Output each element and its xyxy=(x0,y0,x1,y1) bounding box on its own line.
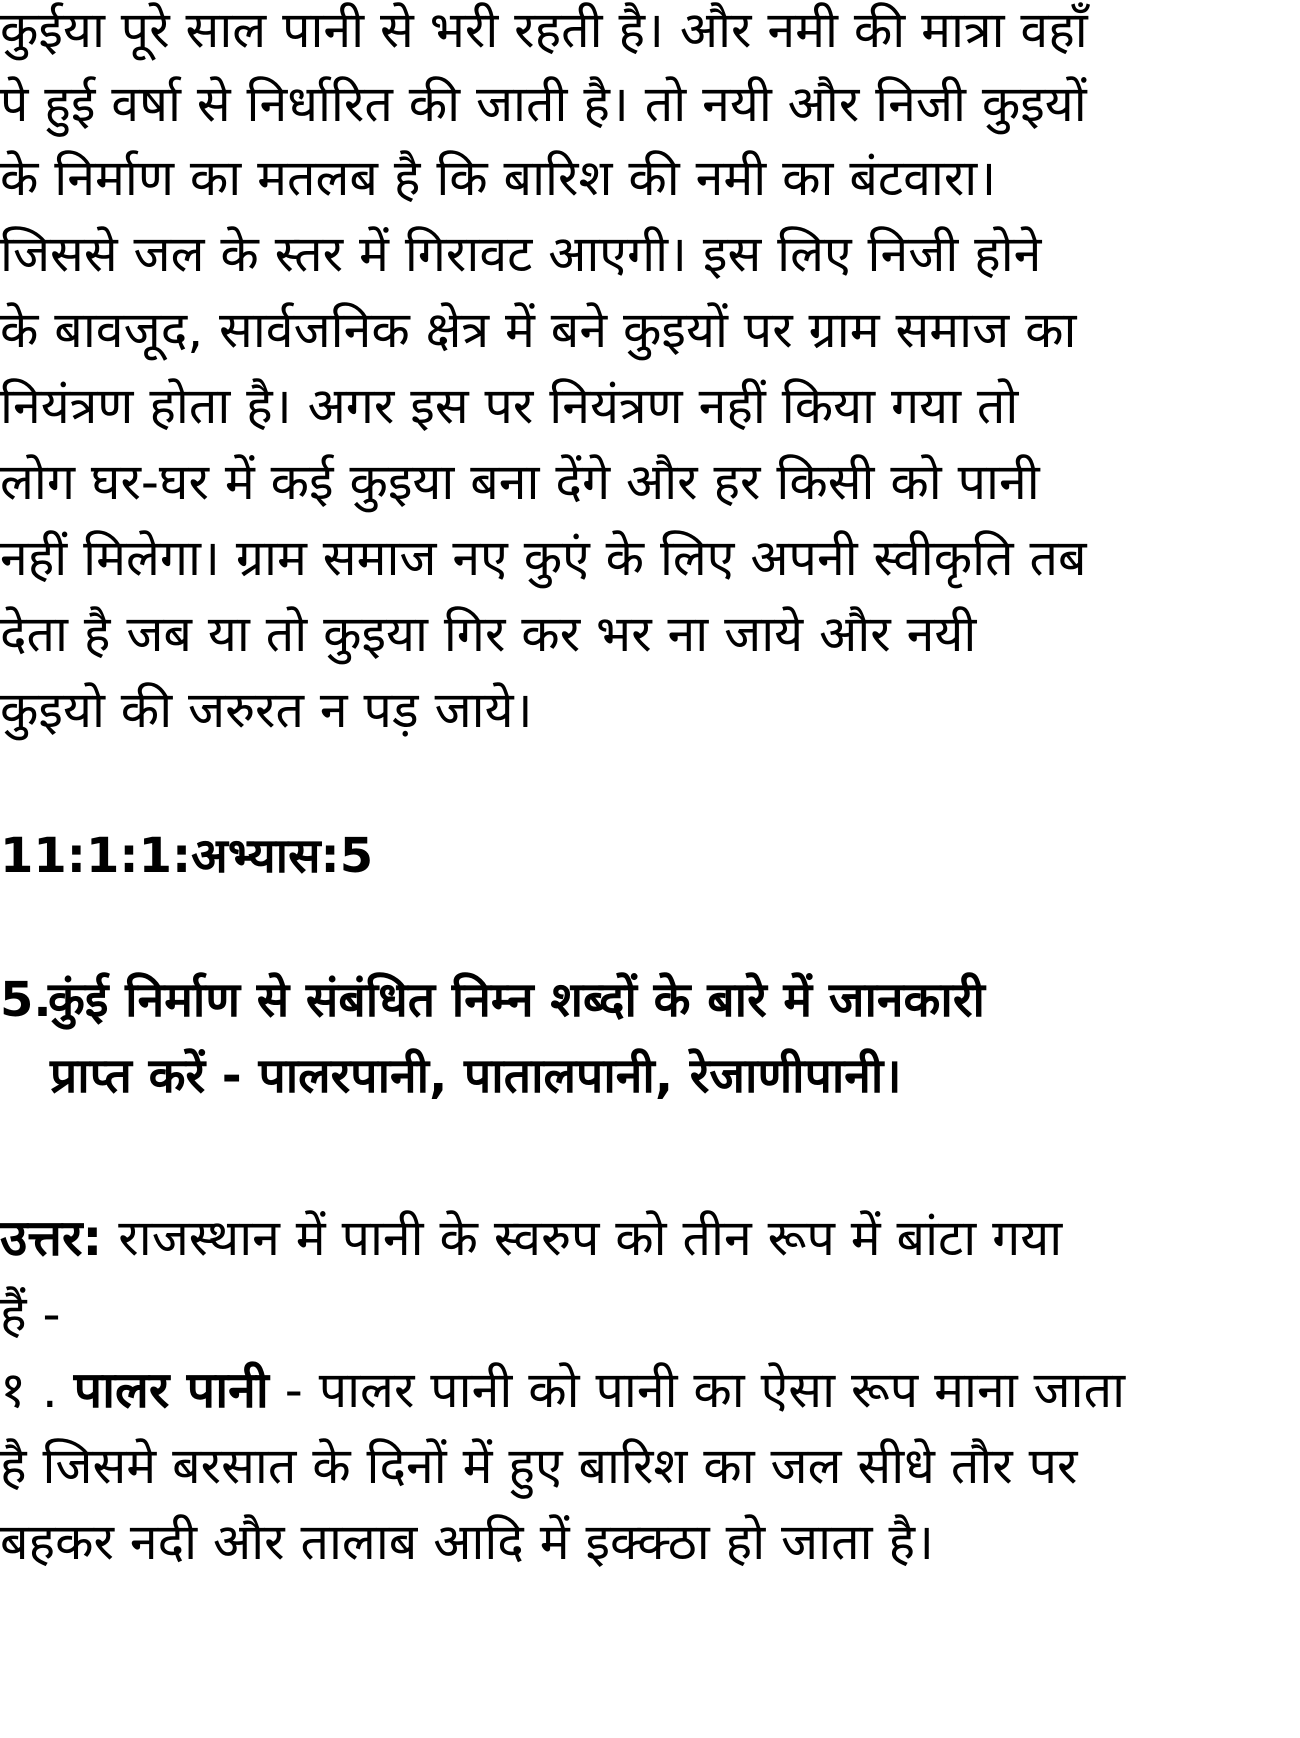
paragraph-line-3: के निर्माण का मतलब है कि बारिश की नमी का बंटवारा। xyxy=(0,149,997,207)
answer-item-1-line-2: है जिसमे बरसात के दिनों में हुए बारिश का जल सीधे तौर पर xyxy=(0,1437,1078,1495)
item-term: पालर पानी xyxy=(73,1361,269,1419)
question-number: 5. xyxy=(0,972,52,1028)
question-line-1 xyxy=(0,970,985,1030)
paragraph-line-10: कुइयो की जरुरत न पड़ जाये। xyxy=(0,681,533,739)
question-line-2: प्राप्त करें - पालरपानी, पातालपानी, रेजाणीपानी। xyxy=(50,1048,902,1104)
answer-item-1-line-1 xyxy=(0,1360,1125,1420)
paragraph-line-2: पे हुई वर्षा से निर्धारित की जाती है। तो नयी और निजी कुइयों xyxy=(0,75,1087,133)
answer-text-1: राजस्थान में पानी के स्वरुप को तीन रूप में बांटा गया xyxy=(102,1209,1063,1267)
answer-item-1-line-3: बहकर नदी और तालाब आदि में इक्क्ठा हो जाता है। xyxy=(0,1513,934,1571)
paragraph-line-9: देता है जब या तो कुइया गिर कर भर ना जाये और नयी xyxy=(0,605,977,663)
paragraph-line-7: लोग घर-घर में कई कुइया बना देंगे और हर किसी को पानी xyxy=(0,453,1040,511)
item-text-1: - पालर पानी को पानी का ऐसा रूप माना जाता xyxy=(268,1361,1126,1419)
answer-label: उत्तर: xyxy=(0,1209,103,1267)
answer-line-2: हैं - xyxy=(0,1285,61,1343)
paragraph-line-5: के बावजूद, सार्वजनिक क्षेत्र में बने कुइयों पर ग्राम समाज का xyxy=(0,301,1077,359)
item-number: १ . xyxy=(0,1361,74,1419)
section-heading: 11:1:1:अभ्यास:5 xyxy=(0,828,374,884)
paragraph-line-6: नियंत्रण होता है। अगर इस पर नियंत्रण नहीं किया गया तो xyxy=(0,377,1019,435)
paragraph-line-4: जिससे जल के स्तर में गिरावट आएगी। इस लिए निजी होने xyxy=(0,225,1042,283)
answer-line-1 xyxy=(0,1208,1062,1268)
question-text-1: कुंई निर्माण से संबंधित निम्न शब्दों के बारे में जानकारी xyxy=(48,972,985,1028)
paragraph-line-1: कुईया पूरे साल पानी से भरी रहती है। और नमी की मात्रा वहाँ xyxy=(0,1,1088,59)
paragraph-line-8: नहीं मिलेगा। ग्राम समाज नए कुएं के लिए अपनी स्वीकृति तब xyxy=(0,529,1087,587)
